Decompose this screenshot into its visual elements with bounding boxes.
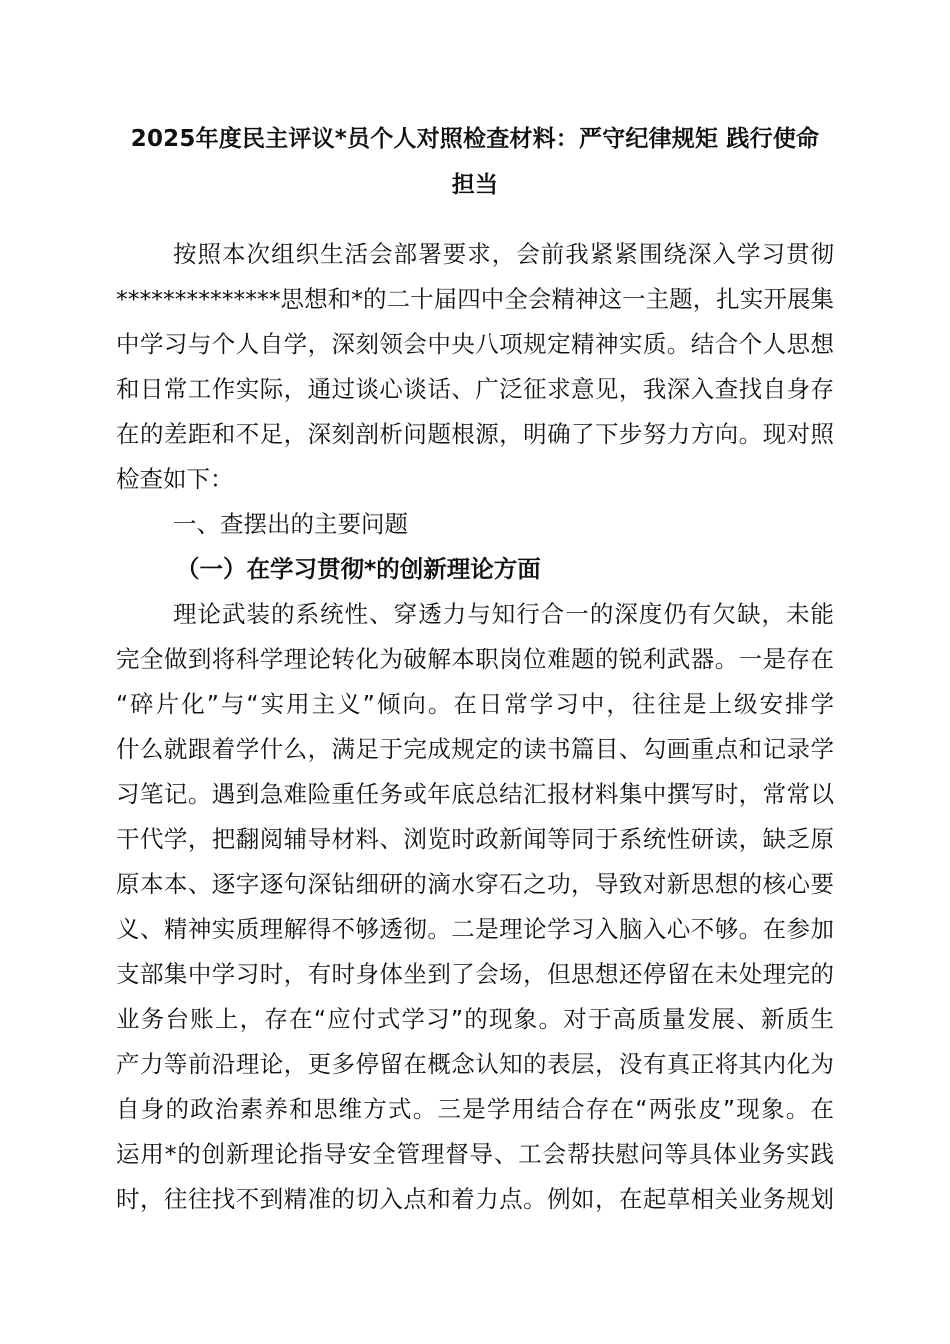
paragraph-line: 原本本、逐字逐句深钻细研的滴水穿石之功，导致对新思想的核心要 (116, 870, 834, 898)
paragraph-line: 习笔记。遇到急难险重任务或年底总结汇报材料集中撰写时，常常以 (116, 780, 834, 808)
paragraph-line: 产力等前沿理论，更多停留在概念认知的表层，没有真正将其内化为 (116, 1050, 834, 1078)
paragraph-line: “碎片化”与“实用主义”倾向。在日常学习中，往往是上级安排学 (116, 690, 834, 718)
paragraph-line: 中学习与个人自学，深刻领会中央八项规定精神实质。结合个人思想 (116, 330, 834, 358)
paragraph-line: 完全做到将科学理论转化为破解本职岗位难题的锐利武器。一是存在 (116, 645, 834, 673)
paragraph-line: 时，往往找不到精准的切入点和着力点。例如，在起草相关业务规划 (116, 1185, 834, 1213)
paragraph-line: 理论武装的系统性、穿透力与知行合一的深度仍有欠缺，未能 (173, 600, 834, 628)
section-heading: 一、查摆出的主要问题 (173, 510, 408, 538)
paragraph-line: 自身的政治素养和思维方式。三是学用结合存在“两张皮”现象。在 (116, 1095, 834, 1123)
paragraph-line: 按照本次组织生活会部署要求，会前我紧紧围绕深入学习贯彻 (173, 240, 834, 268)
paragraph-line: 什么就跟着学什么，满足于完成规定的读书篇目、勾画重点和记录学 (116, 735, 834, 763)
paragraph-line: 干代学，把翻阅辅导材料、浏览时政新闻等同于系统性研读，缺乏原 (116, 825, 834, 853)
subsection-heading: （一）在学习贯彻*的创新理论方面 (176, 555, 541, 583)
paragraph-line: 义、精神实质理解得不够透彻。二是理论学习入脑入心不够。在参加 (116, 915, 834, 943)
paragraph-line: 运用*的创新理论指导安全管理督导、工会帮扶慰问等具体业务实践 (116, 1140, 834, 1168)
paragraph-line: 支部集中学习时，有时身体坐到了会场，但思想还停留在未处理完的 (116, 960, 834, 988)
paragraph-line: 检查如下： (116, 465, 234, 493)
title-line-1: 2025年度民主评议*员个人对照检查材料：严守纪律规矩 践行使命 (130, 126, 820, 152)
paragraph-line: **************思想和*的二十届四中全会精神这一主题，扎实开展集 (116, 285, 834, 313)
paragraph-line: 在的差距和不足，深刻剖析问题根源，明确了下步努力方向。现对照 (116, 420, 834, 448)
document-title (116, 116, 834, 208)
paragraph-line: 和日常工作实际，通过谈心谈话、广泛征求意见，我深入查找自身存 (116, 375, 834, 403)
title-line-2: 担当 (451, 172, 499, 198)
paragraph-line: 业务台账上，存在“应付式学习”的现象。对于高质量发展、新质生 (116, 1005, 834, 1033)
document-body (116, 232, 834, 1222)
